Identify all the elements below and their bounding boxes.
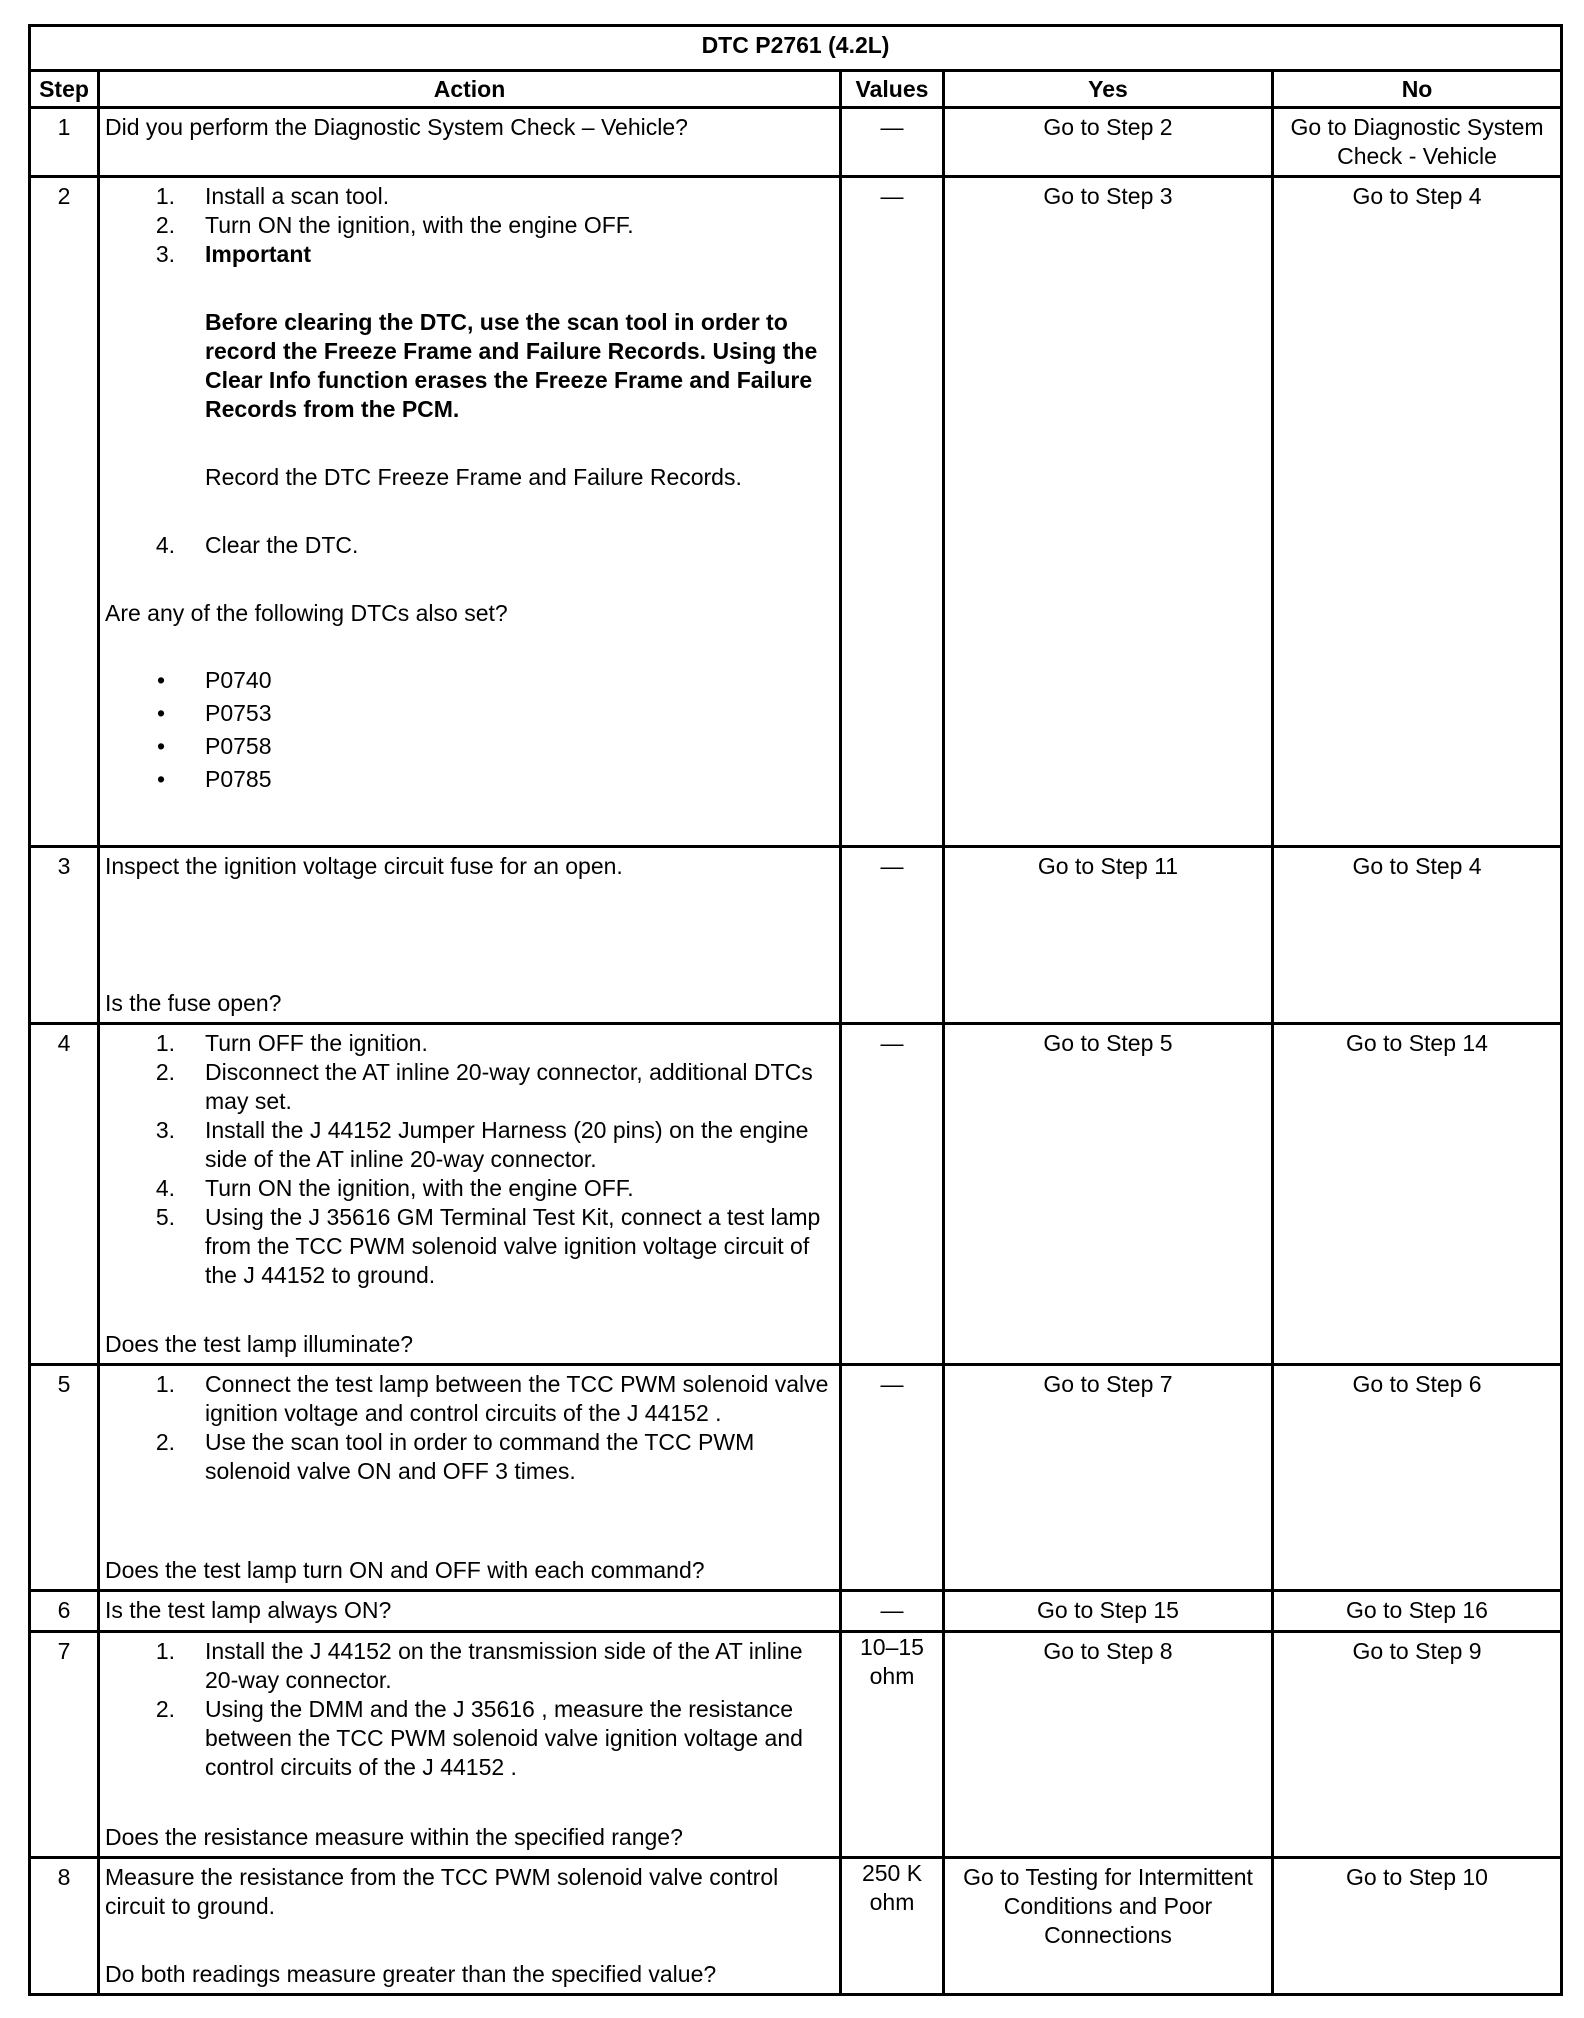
- value-cell: 10–15 ohm: [841, 1632, 944, 1858]
- step-number: 3: [30, 847, 99, 1024]
- list-item: 3. Install the J 44152 Jumper Harness (20 pins) on the engine side of the AT inline 20-way connector.: [155, 1117, 809, 1172]
- action-cell: [99, 847, 841, 1024]
- action-cell: [99, 177, 841, 847]
- action-steps: [105, 1637, 834, 1782]
- diagnostic-table: [28, 24, 1563, 1996]
- table-row: [30, 1024, 1562, 1365]
- step-number: 7: [30, 1632, 99, 1858]
- yes-cell: Go to Step 15: [944, 1591, 1273, 1632]
- table-row: [30, 847, 1562, 1024]
- yes-cell: Go to Step 8: [944, 1632, 1273, 1858]
- list-item: • P0758: [156, 733, 272, 759]
- action-steps: [105, 531, 834, 560]
- list-item: 1. Connect the test lamp between the TCC PWM solenoid valve ignition voltage and control circuits of the J 44152 .: [155, 1371, 829, 1426]
- list-item: 4. Clear the DTC.: [155, 532, 359, 558]
- value-cell: —: [841, 1365, 944, 1591]
- list-item: 2. Use the scan tool in order to command the TCC PWM solenoid valve ON and OFF 3 times.: [155, 1429, 755, 1484]
- header-row: [30, 71, 1562, 108]
- list-item: • P0740: [156, 667, 272, 693]
- list-item: 2. Disconnect the AT inline 20-way connector, additional DTCs may set.: [155, 1059, 813, 1114]
- table-row: [30, 1858, 1562, 1995]
- action-cell: [99, 1365, 841, 1591]
- dtc-list: [105, 664, 834, 796]
- no-cell: Go to Step 9: [1273, 1632, 1562, 1858]
- yes-cell: Go to Step 5: [944, 1024, 1273, 1365]
- list-item: • P0785: [156, 766, 272, 792]
- header-action: Action: [99, 71, 841, 108]
- header-step: Step: [30, 71, 99, 108]
- step-number: 2: [30, 177, 99, 847]
- header-no: No: [1273, 71, 1562, 108]
- no-cell: Go to Step 14: [1273, 1024, 1562, 1365]
- question: Is the fuse open?: [105, 990, 282, 1016]
- yes-cell: Go to Step 7: [944, 1365, 1273, 1591]
- value-cell: —: [841, 1591, 944, 1632]
- list-item: 3. Important: [155, 241, 312, 267]
- header-values: Values: [841, 71, 944, 108]
- action-text: Inspect the ignition voltage circuit fuse for an open.: [105, 853, 623, 879]
- list-item: 1. Turn OFF the ignition.: [155, 1030, 428, 1056]
- table-row: [30, 177, 1562, 847]
- no-cell: Go to Step 10: [1273, 1858, 1562, 1995]
- list-item: 1. Install a scan tool.: [155, 183, 390, 209]
- value-cell: —: [841, 108, 944, 177]
- action-steps: [105, 182, 834, 269]
- action-cell: [99, 1858, 841, 1995]
- action-cell: [99, 1024, 841, 1365]
- question: Does the test lamp turn ON and OFF with each command?: [105, 1557, 705, 1583]
- question: Does the test lamp illuminate?: [105, 1331, 414, 1357]
- step-number: 4: [30, 1024, 99, 1365]
- action-steps: [105, 1029, 834, 1290]
- no-cell: Go to Step 16: [1273, 1591, 1562, 1632]
- action-text: Measure the resistance from the TCC PWM solenoid valve control circuit to ground.: [105, 1864, 779, 1919]
- action-steps: [105, 1370, 834, 1486]
- step-number: 1: [30, 108, 99, 177]
- table-row: [30, 1632, 1562, 1858]
- value-cell: —: [841, 1024, 944, 1365]
- value-cell: 250 K ohm: [841, 1858, 944, 1995]
- record-instruction: Record the DTC Freeze Frame and Failure Records.: [205, 464, 742, 490]
- action-cell: Did you perform the Diagnostic System Check – Vehicle?: [99, 108, 841, 177]
- no-cell: Go to Step 4: [1273, 177, 1562, 847]
- yes-cell: Go to Testing for Intermittent Conditions and Poor Connections: [944, 1858, 1273, 1995]
- important-note: Before clearing the DTC, use the scan tool in order to record the Freeze Frame and Failure Records. Using the Clear Info function erases the Freeze Frame and Failure Records from the PCM.: [205, 309, 818, 422]
- table-row: [30, 1365, 1562, 1591]
- list-item: • P0753: [156, 700, 272, 726]
- step-number: 8: [30, 1858, 99, 1995]
- step-number: 6: [30, 1591, 99, 1632]
- value-cell: —: [841, 177, 944, 847]
- list-item: 5. Using the J 35616 GM Terminal Test Kit, connect a test lamp from the TCC PWM solenoid valve ignition voltage circuit of the J 44152 to ground.: [155, 1204, 821, 1288]
- list-item: 2. Using the DMM and the J 35616 , measure the resistance between the TCC PWM solenoid valve ignition voltage and control circuits of the J 44152 .: [155, 1696, 803, 1780]
- action-cell: [99, 1632, 841, 1858]
- list-item: 2. Turn ON the ignition, with the engine OFF.: [155, 212, 634, 238]
- list-item: 4. Turn ON the ignition, with the engine OFF.: [155, 1175, 634, 1201]
- question: Do both readings measure greater than the specified value?: [105, 1961, 717, 1987]
- yes-cell: Go to Step 11: [944, 847, 1273, 1024]
- step-number: 5: [30, 1365, 99, 1591]
- list-item: 1. Install the J 44152 on the transmission side of the AT inline 20-way connector.: [155, 1638, 803, 1693]
- header-yes: Yes: [944, 71, 1273, 108]
- question: Does the resistance measure within the specified range?: [105, 1824, 683, 1850]
- table-row: [30, 1591, 1562, 1632]
- no-cell: Go to Step 4: [1273, 847, 1562, 1024]
- yes-cell: Go to Step 3: [944, 177, 1273, 847]
- question: Are any of the following DTCs also set?: [105, 600, 508, 626]
- value-cell: —: [841, 847, 944, 1024]
- table-row: [30, 108, 1562, 177]
- table-title: DTC P2761 (4.2L): [30, 26, 1562, 71]
- yes-cell: Go to Step 2: [944, 108, 1273, 177]
- no-cell: Go to Diagnostic System Check - Vehicle: [1273, 108, 1562, 177]
- action-cell: Is the test lamp always ON?: [99, 1591, 841, 1632]
- no-cell: Go to Step 6: [1273, 1365, 1562, 1591]
